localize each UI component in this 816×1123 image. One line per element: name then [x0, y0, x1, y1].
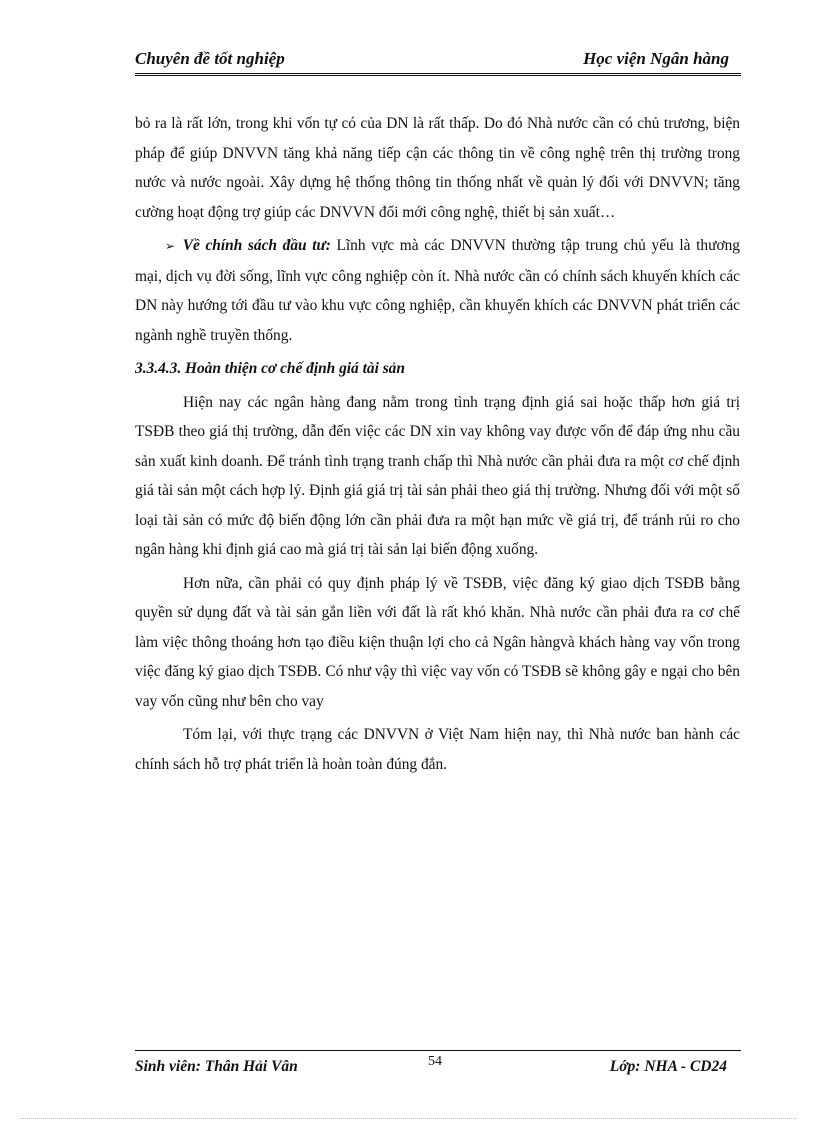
footer-divider — [135, 1050, 741, 1051]
arrow-bullet-icon: ➢ — [165, 239, 176, 253]
paragraph-technology-access: bỏ ra là rất lớn, trong khi vốn tự có của DN là rất thấp. Do đó Nhà nước cần có chủ trương, biện pháp để giúp DNVVN tăng khả năng tiếp cận các thông tin về công nghệ trên thị trường trong nước và nước ngoài. Xây dựng hệ thống thông tin thống nhất về quản lý đối với DNVVN; tăng cường hoạt động trợ giúp các DNVVN đổi mới công nghệ, thiết bị sản xuất… — [135, 115, 740, 221]
document-body — [135, 109, 740, 783]
bullet-lead: Về chính sách đầu tư: — [182, 237, 331, 254]
footer-student: Sinh viên: Thân Hải Vân — [135, 1058, 298, 1075]
page-header — [135, 49, 741, 73]
header-institution: Học viện Ngân hàng — [583, 49, 729, 68]
section-heading: 3.3.4.3. Hoàn thiện cơ chế định giá tài sản — [135, 360, 405, 377]
bullet-investment-policy — [135, 231, 740, 350]
paragraph-conclusion: Tóm lại, với thực trạng các DNVVN ở Việt Nam hiện nay, thì Nhà nước ban hành các chính sách hỗ trợ phát triển là hoàn toàn đúng đắn. — [135, 726, 740, 773]
paragraph-asset-valuation: Hiện nay các ngân hàng đang nằm trong tình trạng định giá sai hoặc thấp hơn giá trị TSĐB theo giá thị trường, dẫn đến việc các DN xin vay không vay được vốn để đáp ứng nhu cầu sản xuất kinh doanh. Để tránh tình trạng tranh chấp thì Nhà nước cần phải đưa ra một cơ chế định giá tài sản một cách hợp lý. Định giá giá trị tài sản phải theo giá thị trường. Nhưng đối với một số loại tài sản có mức độ biến động lớn cần phải đưa ra một hạn mức về giá trị, để tránh rủi ro cho ngân hàng khi định giá cao mà giá trị tài sản lại biến động xuống. — [135, 393, 740, 558]
header-document-type: Chuyên đề tốt nghiệp — [135, 49, 285, 68]
footer-class: Lớp: NHA - CD24 — [609, 1058, 727, 1075]
header-divider — [135, 73, 741, 76]
page-bottom-edge — [20, 1118, 796, 1119]
page-number: 54 — [428, 1054, 442, 1069]
page-footer — [135, 1054, 741, 1078]
paragraph-legal-collateral: Hơn nữa, cần phải có quy định pháp lý về TSĐB, việc đăng ký giao dịch TSĐB bằng quyền sử dụng đất và tài sản gắn liền với đất là rất khó khăn. Nhà nước cần phải đưa ra cơ chế làm việc thông thoáng hơn tạo điều kiện thuận lợi cho cả Ngân hàngvà khách hàng vay vốn trong việc đăng ký giao dịch TSĐB. Có như vậy thì việc vay vốn có TSĐB sẽ không gây e ngại cho bên vay vốn cũng như bên cho vay — [135, 574, 740, 710]
bullet-text: Lĩnh vực mà các DNVVN thường tập trung chủ yếu là thương mại, dịch vụ đời sống, lĩnh vực công nghiệp còn ít. Nhà nước cần có chính sách khuyến khích các DN này hướng tới đầu tư vào khu vực công nghiệp, cần khuyến khích các DNVVN phát triển các ngành nghề truyền thống. — [135, 237, 740, 344]
